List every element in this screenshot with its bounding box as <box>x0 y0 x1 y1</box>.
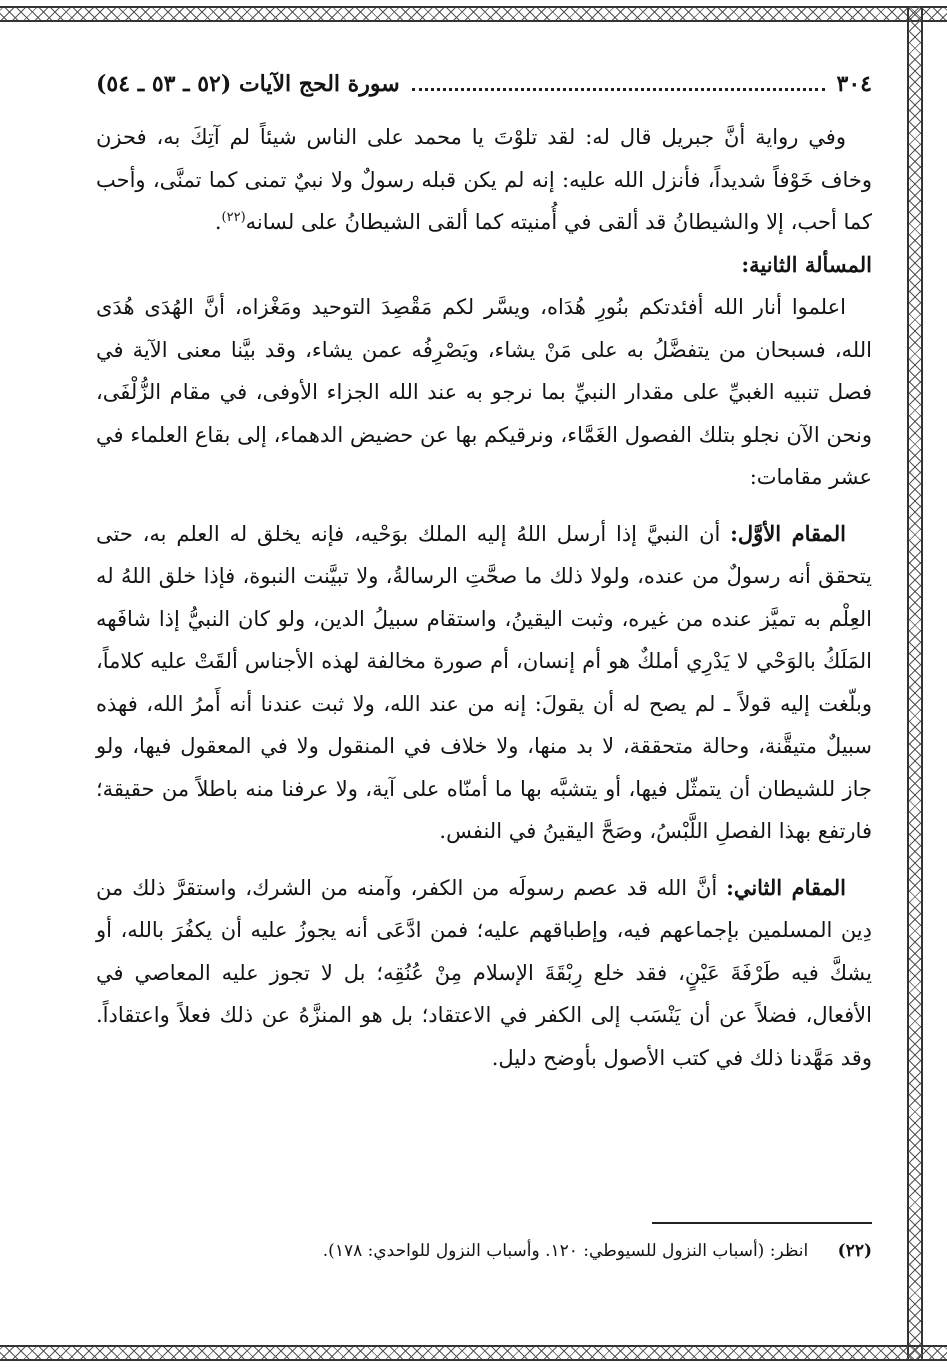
footnote-text: انظر: (أسباب النزول للسيوطي: ١٢٠. وأسباب النزول للواحدي: ١٧٨). <box>322 1241 809 1261</box>
footnote-reference: (٢٢) <box>221 210 246 225</box>
decorative-border-bottom <box>0 1345 947 1361</box>
chapter-title: سورة الحج الآيات (٥٢ ـ ٥٣ ـ ٥٤) <box>96 71 400 97</box>
body-text <box>96 116 872 1079</box>
footnote-number: (٢٢) <box>837 1241 872 1261</box>
page-content <box>96 64 872 1261</box>
footnote-divider <box>652 1222 872 1224</box>
paragraph-3: المقام الأوَّل: أن النبيَّ إذا أرسل اللهُ إليه الملك بوَحْيه، فإنه يخلق له العلم به، حتى يتحقق أنه رسولٌ من عنده، ولولا ذلك ما صحَّتِ الرسالةُ، ولا تبيَّنت النبوة، فإذا خلق اللهُ له العِلْم به تميَّز عنده من غيره، وثبت اليقينُ، واستقام سبيلُ الدين، ولو كان النبيُّ إذا شافَهه المَلَكُ بالوَحْي لا يَدْرِي أملكٌ هو أم إنسان، أم صورة مخالفة لهذه الأجناس ألقَتْ عليه كلاماً، وبلّغت إليه قولاً ـ لم يصح له أن يقولَ: إنه من عند الله، ولا ثبت عندنا أنه أَمرُ الله، فهذه سبيلٌ متيقَّنة، وحالة متحققة، لا بد منها، ولا خلاف في المنقول ولا في المعقول فيها، ولو جاز للشيطان أن يتمثّل فيها، أو يتشبَّه بها ما أمنّاه على آية، ولا عرفنا منه باطلاً من حقيقة؛ فارتفع بهذا الفصلِ اللَّبْسُ، وصَحَّ اليقينُ في النفس. <box>96 520 872 843</box>
decorative-border-top <box>0 6 947 22</box>
section-heading: المسألة الثانية: <box>741 251 872 277</box>
decorative-border-right <box>907 6 923 1361</box>
paragraph-4: المقام الثاني: أنَّ الله قد عصم رسولَه من الكفر، وآمنه من الشرك، واستقرَّ ذلك من دِين المسلمين بإجماعهم فيه، وإطباقهم عليه؛ فمن ادَّعَى أنه يجوزُ عليه أن يكفُرَ بالله، أو يشكَّ فيه طَرْفَةَ عَيْنٍ، فقد خلع رِبْقَةَ الإسلام مِنْ عُنُقِه؛ بل لا تجوز عليه المعاصي في الأفعال، فضلاً عن أن يَنْسَب إلى الكفر في الاعتقاد؛ بل هو المنزَّهُ عن ذلك فعلاً واعتقاداً. وقد مَهَّدنا ذلك في كتب الأصول بأوضح دليل. <box>96 874 872 1070</box>
paragraph-1: وفي رواية أنَّ جبريل قال له: لقد تلوْتَ يا محمد على الناس شيئاً لم آتِكَ به، فحزن وخاف خَوْفاً شديداً، فأنزل الله عليه: إنه لم يكن قبله رسولٌ ولا نبيٌ تمنى كما تمنَّى، وأحب كما أحب، إلا والشيطانُ قد ألقى في أُمنيته كما ألقى الشيطانُ على لسانه$^{(٢٢)}$. <box>96 125 872 234</box>
footnote <box>96 1236 872 1266</box>
header-dot-leader <box>412 78 825 91</box>
paragraph-3-lead: المقام الأوَّل: <box>730 520 846 546</box>
paragraph-2: اعلموا أنار الله أفئدتكم بنُورِ هُدَاه، ويسَّر لكم مَقْصِدَ التوحيد ومَغْزاه، أنَّ الهُدَى هُدَى الله، فسبحان من يتفضَّلُ به على مَنْ يشاء، ويَصْرِفُه عمن يشاء، وقد بيَّنا معنى الآية في فصل تنبيه الغبيِّ على مقدار النبيِّ بما نرجو به عند الله الجزاء الأوفى، في مقام الزُّلْفَى، ونحن الآن نجلو بتلك الفصول الغَمَّاء، ونرقيكم بها عن حضيض الدهماء، إلى بقاع العلماء في عشر مقامات: <box>96 295 872 489</box>
page-number: ٣٠٤ <box>836 71 872 97</box>
running-header <box>96 64 872 104</box>
paragraph-4-lead: المقام الثاني: <box>726 874 846 900</box>
